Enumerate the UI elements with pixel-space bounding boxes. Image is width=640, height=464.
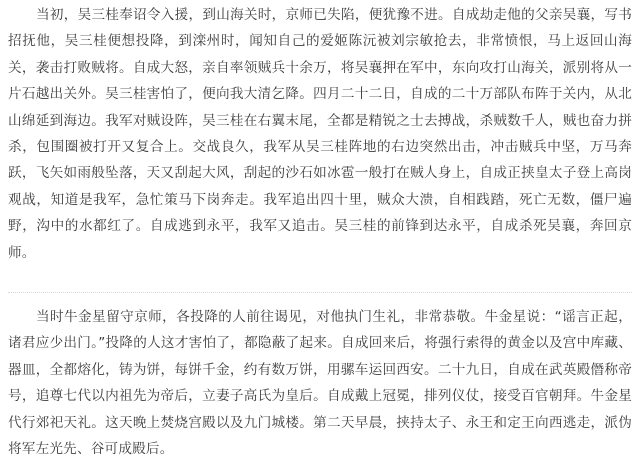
paragraph-divider: [8, 292, 632, 293]
paragraph-2: 当时牛金星留守京师，各投降的人前往谒见，对他执门生礼，非常恭敬。牛金星说：“谣言正起，诸君应少出门。”投降的人这才害怕了，都隐蔽了起来。自成回来后，将强行索得的黄金以及宫中库藏、器皿，全都熔化，铸为饼，每饼千金，约有数万饼，用骡车运回西安。二十九日，自成在武英殿僭称帝号，追尊七代以内祖先为帝后，立妻子高氏为皇后。自成戴上冠冕，排列仪仗，接受百官朝拜。牛金星代行郊祀天礼。这天晚上焚烧宫殿以及九门城楼。第二天早晨，挟持太子、永王和定王向西逃走，派伪将军左光先、谷可成殿后。: [8, 309, 632, 458]
paragraph-1: 当初，吴三桂奉诏令入援，到山海关时，京师已失陷，便犹豫不进。自成劫走他的父亲吴襄，写书招抚他，吴三桂便想投降，到滦州时，闻知自己的爱姬陈沅被刘宗敏抢去，非常愤恨，马上返回山海关，袭击打败贼将。自成大怒，亲自率领贼兵十余万，将吴襄押在军中，东向攻打山海关，派别将从一片石越出关外。吴三桂害怕了，便向我大清乞降。四月二十二日，自成的二十万部队布阵于关内，从北山绵延到海边。我军对贼设阵，吴三桂在右翼末尾，全都是精锐之士去搏战，杀贼数千人，贼也奋力拼杀，包围圈被打开又复合上。交战良久，我军从吴三桂阵地的右边突然出击，冲击贼兵中坚，万马奔跃，飞矢如雨般坠落，天又刮起大风，刮起的沙石如冰雹一般打在贼人身上，自成正挟皇太子登上高岗观战，知道是我军，急忙策马下岗奔走。我军追出四十里，贼众大溃，自相践踏，死亡无数，僵尸遍野，沟中的水都红了。自成逃到永平，我军又追击。吴三桂的前锋到达永平，自成杀死吴襄，奔回京师。: [8, 7, 632, 261]
